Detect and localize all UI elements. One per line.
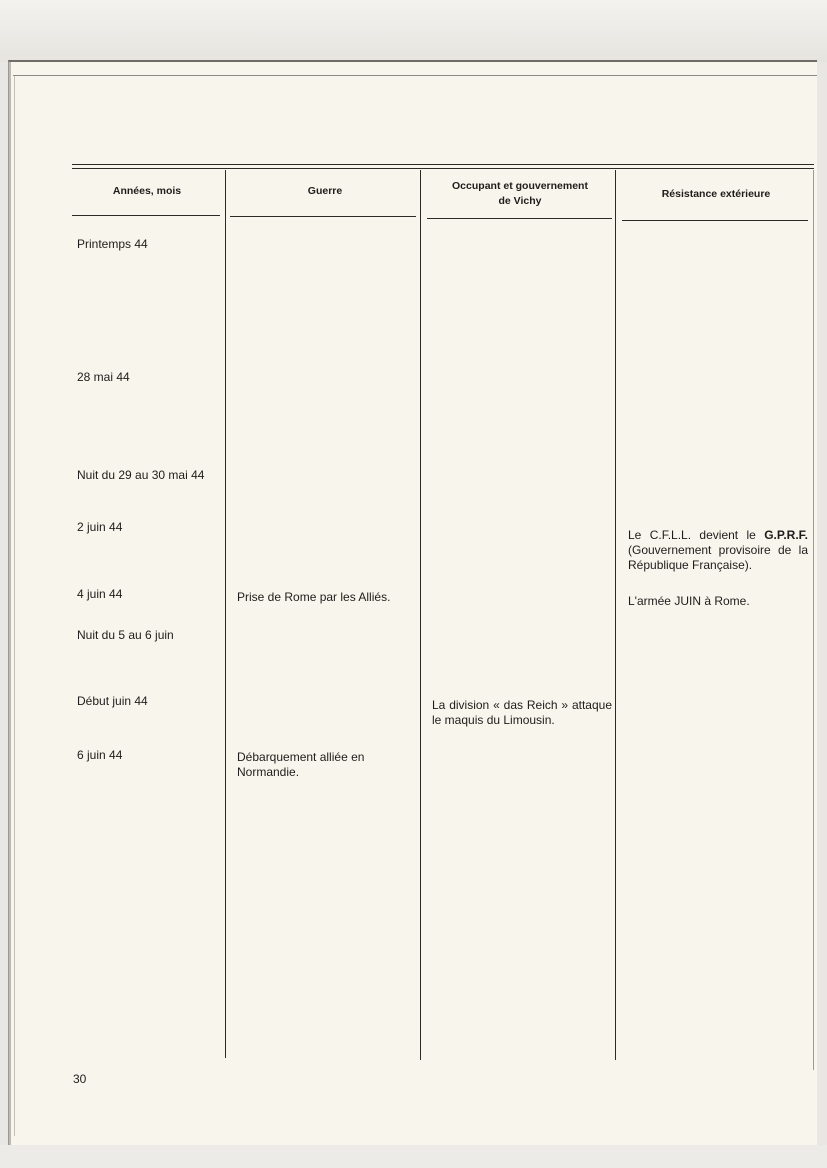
guerre-line: Débarquement alliée en (237, 750, 365, 764)
header-resistance: Résistance extérieure (661, 188, 771, 200)
date-cell: Nuit du 29 au 30 mai 44 (77, 468, 205, 482)
scan-background (0, 0, 827, 62)
header-occupant (425, 179, 615, 209)
guerre-cell (237, 750, 364, 780)
resistance-cell: L'armée JUIN à Rome. (628, 594, 750, 608)
table-top-rule (72, 164, 814, 165)
page-edge-line (13, 75, 817, 76)
column-divider-3 (615, 170, 616, 1060)
date-cell: 4 juin 44 (77, 587, 123, 601)
date-cell: Printemps 44 (77, 237, 148, 251)
date-cell: Nuit du 5 au 6 juin (77, 628, 174, 642)
gprf-abbreviation: G.P.R.F. (764, 528, 808, 542)
date-cell: 6 juin 44 (77, 748, 123, 762)
resistance-cell (628, 528, 808, 573)
date-cell: 28 mai 44 (77, 370, 130, 384)
header-underline-col2 (230, 216, 416, 217)
resistance-text: Le C.F.L.L. devient le (628, 528, 765, 542)
column-divider-1 (225, 170, 226, 1058)
page-number: 30 (73, 1072, 87, 1086)
occupant-cell: La division « das Reich » attaque le maquis du Limousin. (432, 698, 612, 727)
table-right-edge (813, 170, 814, 1070)
guerre-cell: Prise de Rome par les Alliés. (237, 590, 391, 604)
guerre-line: Normandie. (237, 765, 300, 779)
header-underline-col4 (622, 220, 808, 221)
header-annees: Années, mois (112, 185, 182, 197)
date-cell: 2 juin 44 (77, 520, 123, 534)
table-top-rule-2 (72, 168, 814, 169)
page-edge-left-line (14, 76, 15, 1136)
scan-bottom-band (0, 1145, 827, 1168)
header-underline-col1 (72, 215, 220, 216)
header-underline-col3 (427, 218, 612, 219)
header-guerre: Guerre (307, 185, 343, 197)
date-cell: Début juin 44 (77, 694, 148, 708)
header-occupant-line2: de Vichy (498, 195, 542, 207)
resistance-text: (Gouvernement provisoire de la République Française). (628, 543, 808, 572)
column-divider-2 (420, 170, 421, 1060)
header-occupant-line1: Occupant et gouvernement (452, 180, 588, 192)
